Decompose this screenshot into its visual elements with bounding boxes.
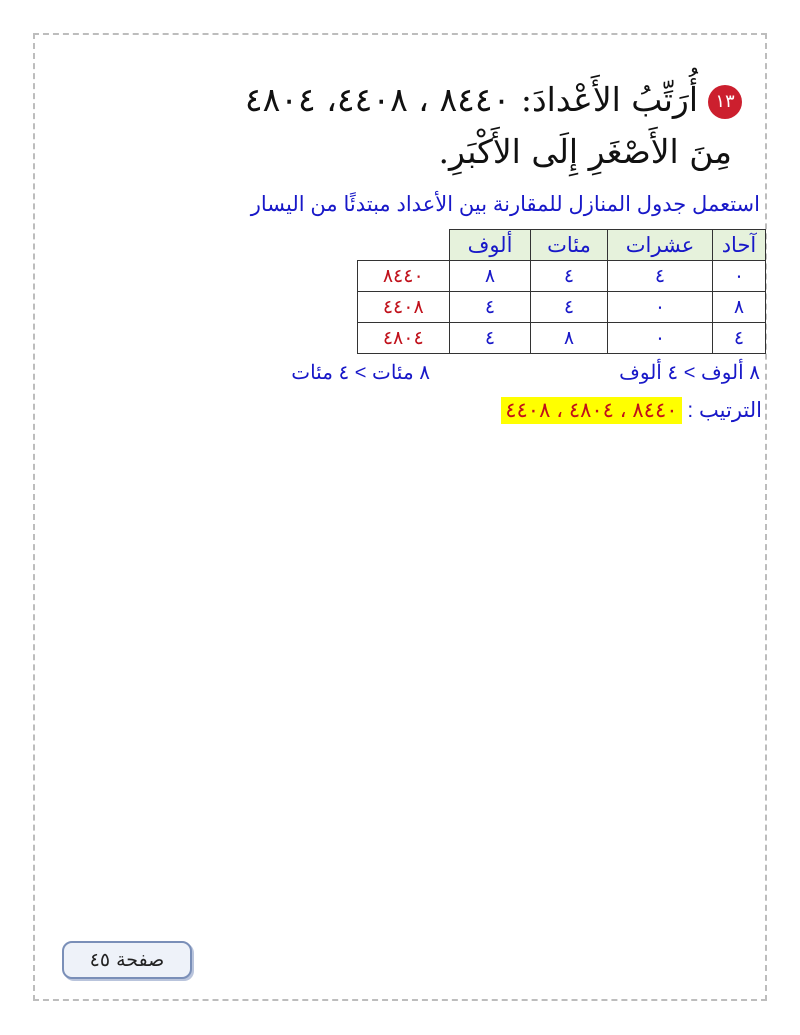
- header-hundreds: مئات: [531, 230, 608, 261]
- cell-tens: ٠: [608, 292, 713, 323]
- table-row: [357, 292, 766, 323]
- cell-ones: ٨: [713, 292, 766, 323]
- table-row: [357, 323, 766, 354]
- header-thousands: ألوف: [450, 230, 531, 261]
- place-value-table: [357, 229, 767, 354]
- order-line: [501, 398, 762, 423]
- cell-thousands: ٤: [450, 323, 531, 354]
- header-ones: آحاد: [713, 230, 766, 261]
- cell-hundreds: ٤: [531, 261, 608, 292]
- header-blank: [357, 230, 450, 261]
- table-header-row: [357, 230, 766, 261]
- header-tens: عشرات: [608, 230, 713, 261]
- cell-number: ٨٤٤٠: [357, 261, 450, 292]
- question-number-badge: ١٣: [708, 85, 742, 119]
- question-text: أُرَتِّبُ الأَعْدادَ: ٨٤٤٠ ، ٤٤٠٨، ٤٨٠٤: [244, 80, 698, 119]
- order-label: الترتيب :: [687, 399, 762, 422]
- instruction-text: استعمل جدول المنازل للمقارنة بين الأعداد مبتدئًا من اليسار: [250, 193, 760, 216]
- cell-tens: ٤: [608, 261, 713, 292]
- page-border: [33, 33, 767, 1001]
- cell-hundreds: ٨: [531, 323, 608, 354]
- cell-thousands: ٤: [450, 292, 531, 323]
- comparison-hundreds: ٨ مئات > ٤ مئات: [291, 362, 430, 384]
- cell-tens: ٠: [608, 323, 713, 354]
- question-line-1: [245, 80, 742, 119]
- cell-thousands: ٨: [450, 261, 531, 292]
- cell-ones: ٤: [713, 323, 766, 354]
- order-answer: ٨٤٤٠ ، ٤٨٠٤ ، ٤٤٠٨: [501, 397, 681, 424]
- comparison-thousands: ٨ ألوف > ٤ ألوف: [619, 362, 760, 384]
- page-number-badge: صفحة ٤٥: [62, 941, 192, 979]
- cell-ones: ٠: [713, 261, 766, 292]
- question-line-2: مِنَ الأَصْغَرِ إِلَى الأَكْبَرِ.: [438, 132, 732, 171]
- cell-number: ٤٤٠٨: [357, 292, 450, 323]
- cell-number: ٤٨٠٤: [357, 323, 450, 354]
- table-row: [357, 261, 766, 292]
- cell-hundreds: ٤: [531, 292, 608, 323]
